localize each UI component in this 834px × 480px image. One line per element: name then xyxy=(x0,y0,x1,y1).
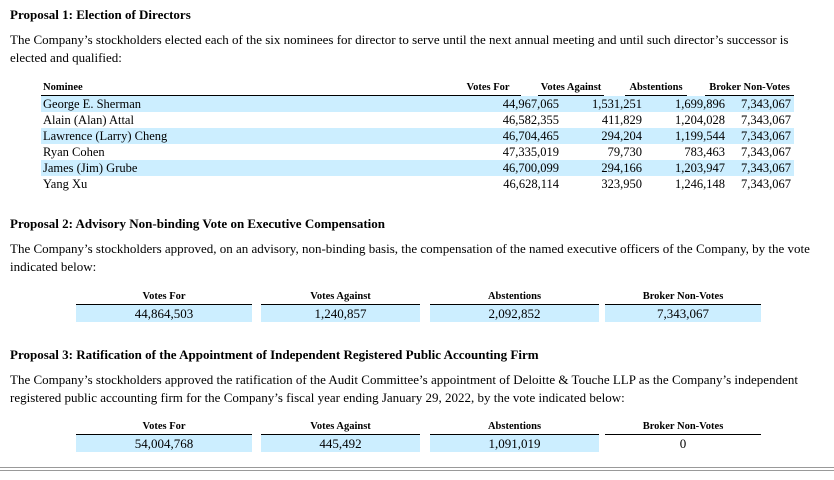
cell-votes-for: 54,004,768 xyxy=(76,435,252,452)
cell-abstentions: 1,204,028 xyxy=(675,113,725,127)
cell-abstentions: 783,463 xyxy=(684,145,725,159)
cell-broker-non-votes: 7,343,067 xyxy=(741,129,791,143)
header-broker-non-votes-label: Broker Non-Votes xyxy=(605,290,761,305)
cell-votes-against: 1,240,857 xyxy=(261,305,420,322)
cell-broker-non-votes: 7,343,067 xyxy=(741,177,791,191)
cell-broker-non-votes: 7,343,067 xyxy=(741,161,791,175)
cell-votes-for: 46,704,465 xyxy=(502,129,559,143)
cell-abstentions: 1,246,148 xyxy=(675,177,725,191)
table-row xyxy=(76,305,761,322)
proposal-2-heading: Proposal 2: Advisory Non-binding Vote on Executive Compensation xyxy=(10,216,386,231)
table-row xyxy=(41,128,794,144)
cell-votes-against: 445,492 xyxy=(261,435,420,452)
header-broker-non-votes xyxy=(605,420,761,434)
header-abstentions xyxy=(625,80,687,95)
header-votes-for-label: Votes For xyxy=(76,290,252,305)
table-row xyxy=(41,96,794,112)
cell-votes-against: 411,829 xyxy=(601,113,642,127)
cell-abstentions: 1,091,019 xyxy=(430,435,599,452)
bottom-divider xyxy=(0,467,834,468)
cell-votes-for: 46,582,355 xyxy=(502,113,559,127)
header-votes-against-label: Votes Against xyxy=(261,420,420,435)
header-nominee xyxy=(43,80,133,95)
cell-abstentions: 2,092,852 xyxy=(430,305,599,322)
proposal-1-heading: Proposal 1: Election of Directors xyxy=(10,7,191,22)
table-row xyxy=(41,176,794,192)
cell-votes-for: 44,967,065 xyxy=(502,97,559,111)
header-votes-for xyxy=(455,80,521,95)
cell-broker-non-votes: 7,343,067 xyxy=(741,145,791,159)
cell-votes-for: 44,864,503 xyxy=(76,305,252,322)
header-votes-against xyxy=(261,420,420,434)
cell-votes-for: 46,700,099 xyxy=(502,161,559,175)
header-broker-non-votes-label: Broker Non-Votes xyxy=(605,420,761,435)
cell-broker-non-votes: 7,343,067 xyxy=(741,113,791,127)
cell-nominee: Lawrence (Larry) Cheng xyxy=(43,129,168,143)
header-votes-for-label: Votes For xyxy=(455,80,521,96)
proposal-2-text: The Company’s stockholders approved, on an advisory, non-binding basis, the compensation of the named executive officers of the Company, by the vote indicated below: xyxy=(10,241,810,274)
header-broker-non-votes xyxy=(605,290,761,304)
proposal-3-text: The Company’s stockholders approved the ratification of the Audit Committee’s appointment of Deloitte & Touche LLP as the Company’s independent registered public accounting firm for the Company’s fiscal year ending January 29, 2022, by the vote indicated below: xyxy=(10,372,798,405)
cell-nominee: Ryan Cohen xyxy=(43,145,105,159)
cell-broker-non-votes: 7,343,067 xyxy=(605,305,761,322)
cell-votes-against: 294,204 xyxy=(601,129,642,143)
bottom-divider-secondary xyxy=(0,470,834,471)
cell-nominee: Yang Xu xyxy=(43,177,88,191)
cell-nominee: James (Jim) Grube xyxy=(43,161,138,175)
header-nominee-label: Nominee xyxy=(43,82,83,93)
table-row xyxy=(76,435,761,452)
cell-votes-against: 79,730 xyxy=(607,145,642,159)
cell-votes-against: 323,950 xyxy=(601,177,642,191)
header-votes-for xyxy=(76,420,252,434)
table-row xyxy=(41,160,794,176)
header-votes-against xyxy=(261,290,420,304)
header-votes-for xyxy=(76,290,252,304)
cell-nominee: George E. Sherman xyxy=(43,97,142,111)
header-abstentions-label: Abstentions xyxy=(430,290,599,305)
cell-nominee: Alain (Alan) Attal xyxy=(43,113,134,127)
header-votes-for-label: Votes For xyxy=(76,420,252,435)
cell-abstentions: 1,199,544 xyxy=(675,129,725,143)
cell-broker-non-votes: 0 xyxy=(679,436,687,451)
header-abstentions-label: Abstentions xyxy=(430,420,599,435)
table-row xyxy=(41,144,794,160)
header-abstentions xyxy=(430,420,599,434)
header-votes-against-label: Votes Against xyxy=(538,80,604,96)
proposal-1-text: The Company’s stockholders elected each of the six nominees for director to serve until the next annual meeting and until such director’s successor is elected and qualified: xyxy=(10,32,789,65)
cell-broker-non-votes: 7,343,067 xyxy=(741,97,791,111)
proposal-3-heading: Proposal 3: Ratification of the Appointment of Independent Registered Public Accounting Firm xyxy=(10,347,539,362)
header-votes-against-label: Votes Against xyxy=(261,290,420,305)
header-abstentions-label: Abstentions xyxy=(625,80,687,96)
cell-abstentions: 1,203,947 xyxy=(675,161,725,175)
header-broker-non-votes-label: Broker Non-Votes xyxy=(705,80,794,96)
cell-votes-for: 47,335,019 xyxy=(502,145,559,159)
cell-votes-against: 294,166 xyxy=(601,161,642,175)
cell-votes-against: 1,531,251 xyxy=(592,97,642,111)
header-broker-non-votes xyxy=(705,80,794,95)
header-abstentions xyxy=(430,290,599,304)
cell-votes-for: 46,628,114 xyxy=(503,177,559,191)
table-row xyxy=(41,112,794,128)
cell-abstentions: 1,699,896 xyxy=(675,97,725,111)
header-votes-against xyxy=(538,80,604,95)
